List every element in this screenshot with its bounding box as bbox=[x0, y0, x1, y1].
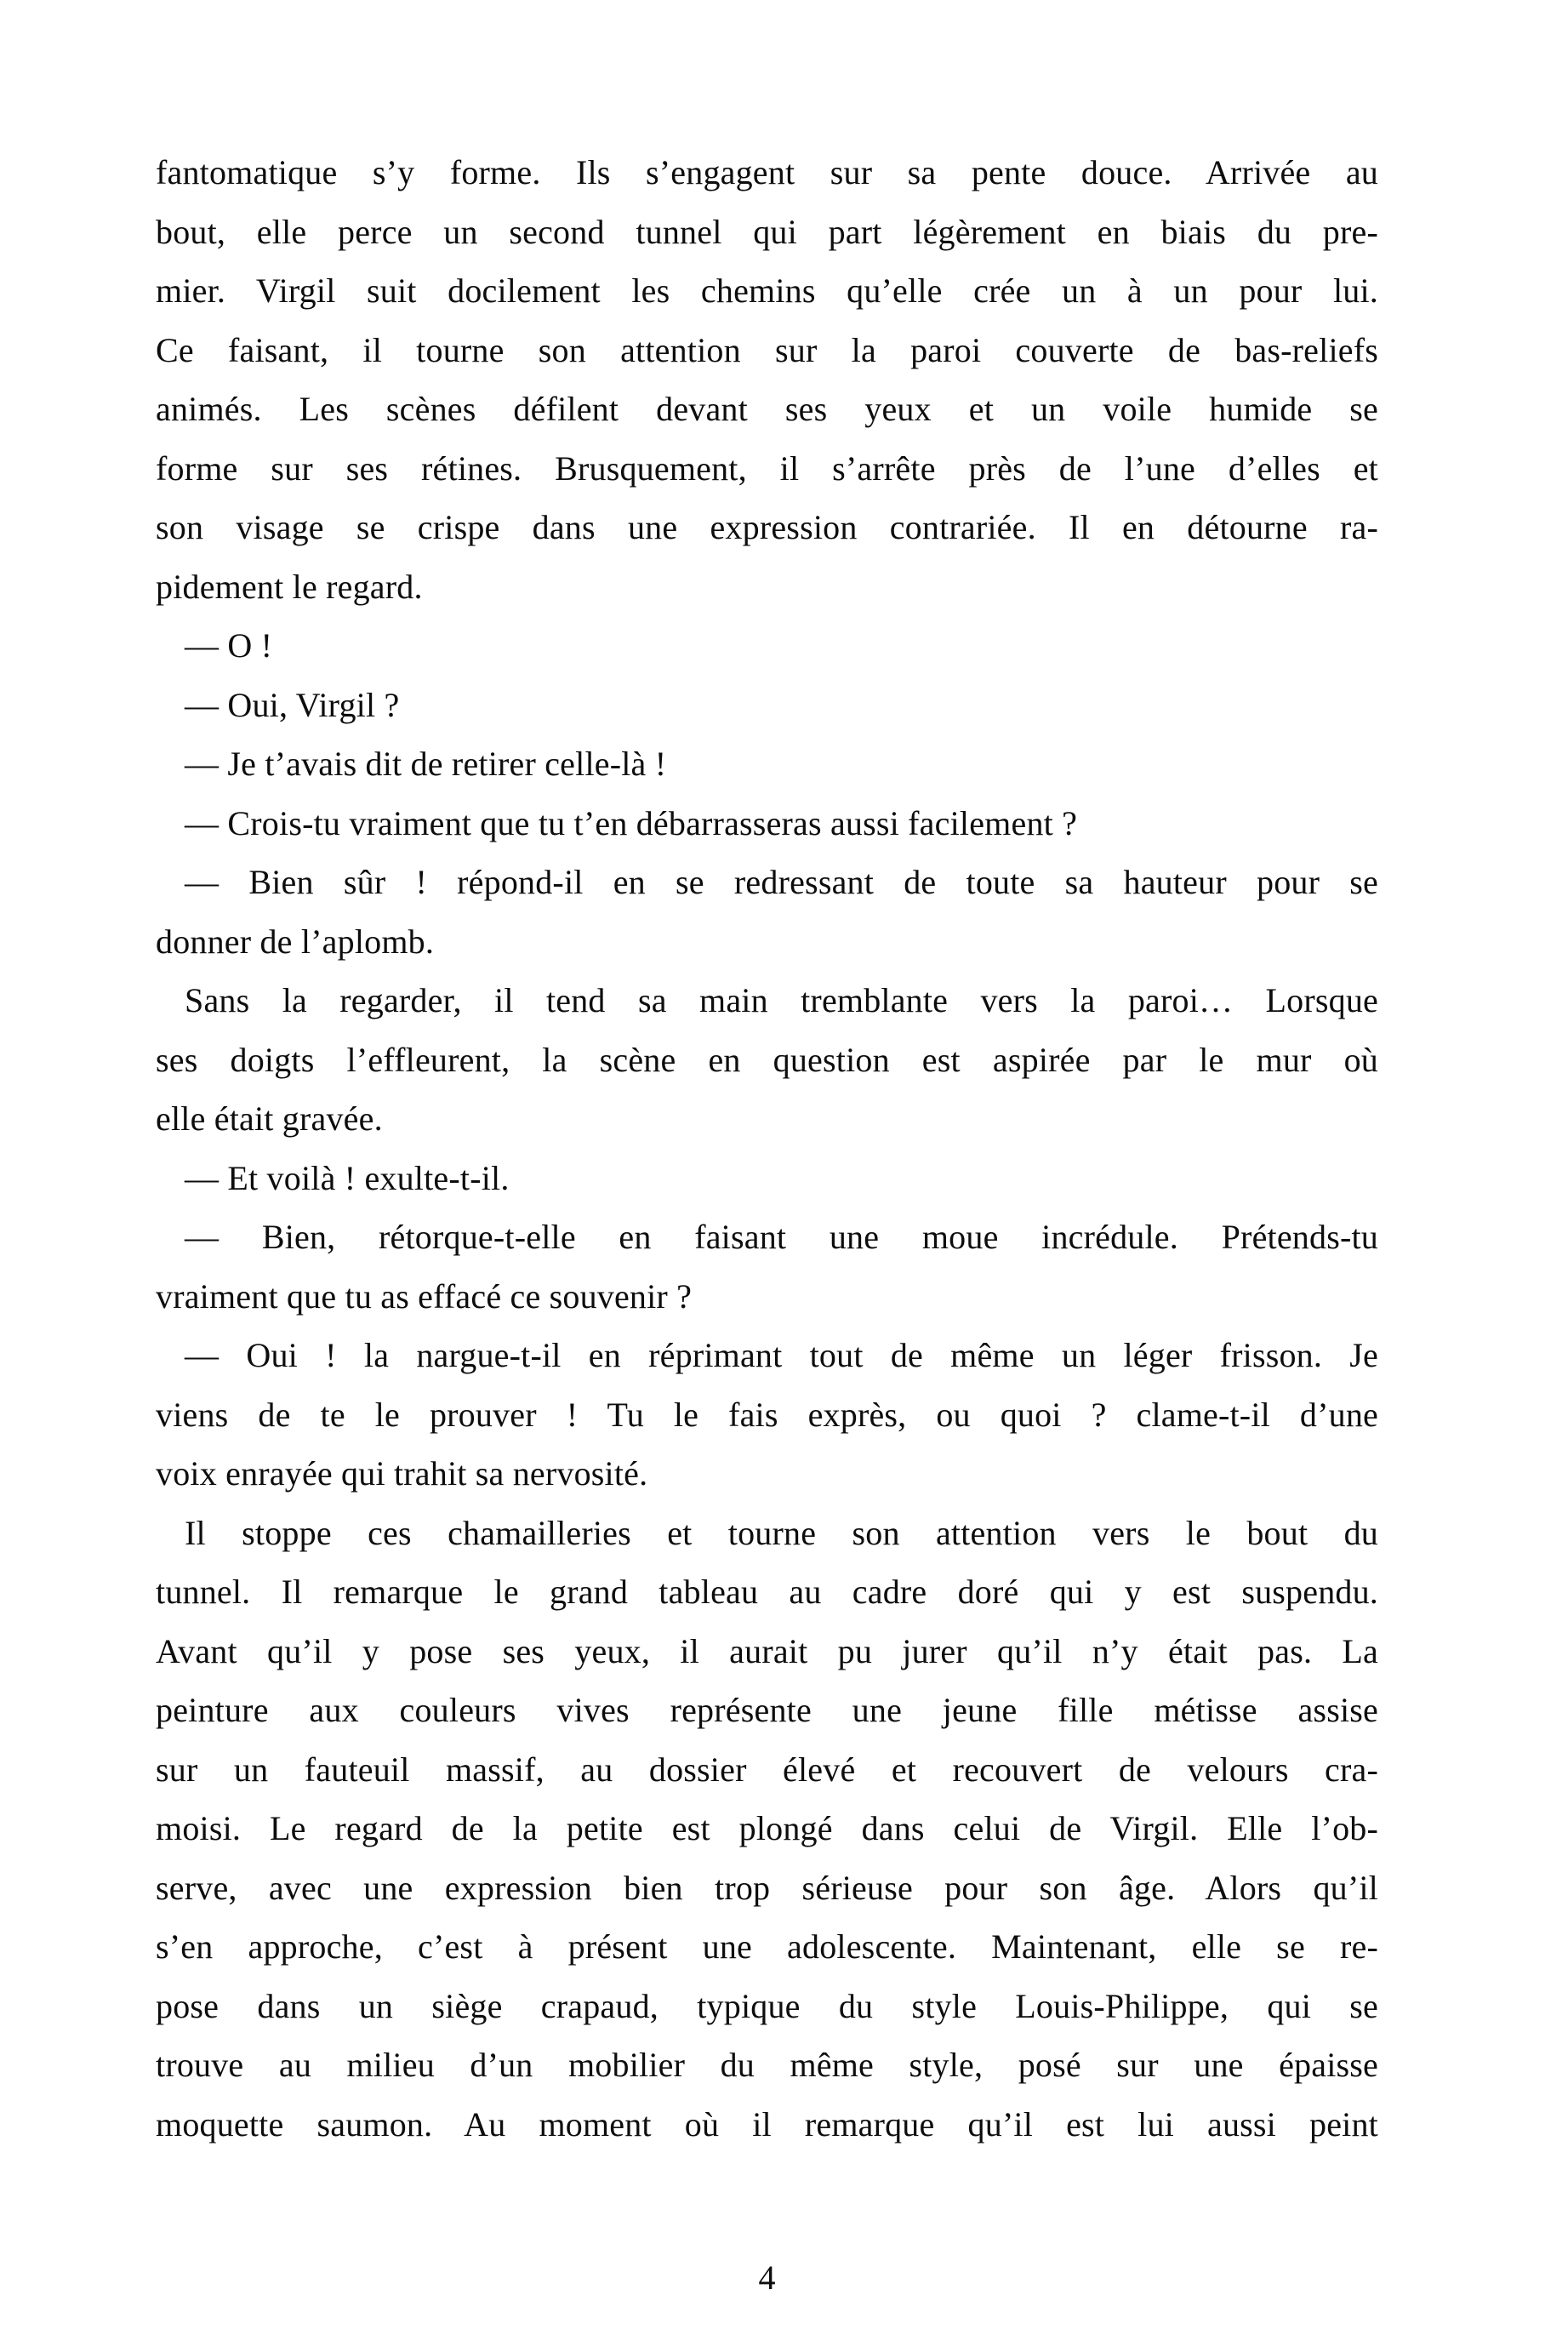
text-line: elle était gravée. bbox=[156, 1099, 383, 1138]
text-line: pidement le regard. bbox=[156, 567, 423, 606]
text-line: — Je t’avais dit de retirer celle-là ! bbox=[185, 745, 667, 783]
text-line: forme sur ses rétines. Brusquement, il s’arrête près de l’une d’elles et bbox=[156, 448, 1378, 488]
page-text bbox=[156, 143, 1378, 2154]
text-line: voix enrayée qui trahit sa nervosité. bbox=[156, 1454, 648, 1493]
text-line: s’en approche, c’est à présent une adolescente. Maintenant, elle se re- bbox=[156, 1927, 1378, 1966]
text-line: ses doigts l’effleurent, la scène en question est aspirée par le mur où bbox=[156, 1040, 1378, 1079]
text-line: son visage se crispe dans une expression contrariée. Il en détourne ra- bbox=[156, 508, 1378, 546]
text-line: Ce faisant, il tourne son attention sur la paroi couverte de bas-reliefs bbox=[156, 330, 1378, 369]
text-line: tunnel. Il remarque le grand tableau au cadre doré qui y est suspendu. bbox=[156, 1573, 1378, 1611]
text-line: — O ! bbox=[185, 626, 273, 665]
text-line: — Bien sûr ! répond-il en se redressant de toute sa hauteur pour se bbox=[185, 863, 1378, 901]
text-line: — Bien, rétorque-t-elle en faisant une moue incrédule. Prétends-tu bbox=[185, 1218, 1378, 1256]
text-line: mier. Virgil suit docilement les chemins qu’elle crée un à un pour lui. bbox=[156, 271, 1378, 310]
text-line: — Oui ! la nargue-t-il en réprimant tout de même un léger frisson. Je bbox=[185, 1336, 1378, 1374]
text-line: serve, avec une expression bien trop sérieuse pour son âge. Alors qu’il bbox=[156, 1868, 1378, 1907]
text-line: — Oui, Virgil ? bbox=[185, 685, 400, 724]
text-line: — Et voilà ! exulte-t-il. bbox=[185, 1158, 510, 1197]
text-line: bout, elle perce un second tunnel qui part légèrement en biais du pre- bbox=[156, 212, 1378, 251]
text-line: sur un fauteuil massif, au dossier élevé et recouvert de velours cra- bbox=[156, 1750, 1378, 1789]
text-line: moisi. Le regard de la petite est plongé dans celui de Virgil. Elle l’ob- bbox=[156, 1809, 1378, 1847]
text-line: moquette saumon. Au moment où il remarque qu’il est lui aussi peint bbox=[156, 2104, 1378, 2144]
text-line: peinture aux couleurs vives représente une jeune fille métisse assise bbox=[156, 1691, 1378, 1729]
text-line: Il stoppe ces chamailleries et tourne son attention vers le bout du bbox=[185, 1513, 1378, 1552]
text-line: pose dans un siège crapaud, typique du style Louis-Philippe, qui se bbox=[156, 1986, 1378, 2025]
page-number: 4 bbox=[758, 2258, 776, 2297]
text-line: Sans la regarder, il tend sa main tremblante vers la paroi… Lorsque bbox=[185, 981, 1378, 1019]
text-line: donner de l’aplomb. bbox=[156, 922, 435, 961]
text-line: trouve au milieu d’un mobilier du même style, posé sur une épaisse bbox=[156, 2046, 1378, 2084]
text-line: — Crois-tu vraiment que tu t’en débarrasseras aussi facilement ? bbox=[185, 803, 1078, 842]
text-line: viens de te le prouver ! Tu le fais exprès, ou quoi ? clame-t-il d’une bbox=[156, 1395, 1378, 1434]
text-line: Avant qu’il y pose ses yeux, il aurait pu jurer qu’il n’y était pas. La bbox=[156, 1631, 1378, 1670]
text-line: vraiment que tu as effacé ce souvenir ? bbox=[156, 1276, 693, 1316]
text-line: animés. Les scènes défilent devant ses yeux et un voile humide se bbox=[156, 390, 1378, 428]
text-line: fantomatique s’y forme. Ils s’engagent sur sa pente douce. Arrivée au bbox=[156, 153, 1378, 191]
